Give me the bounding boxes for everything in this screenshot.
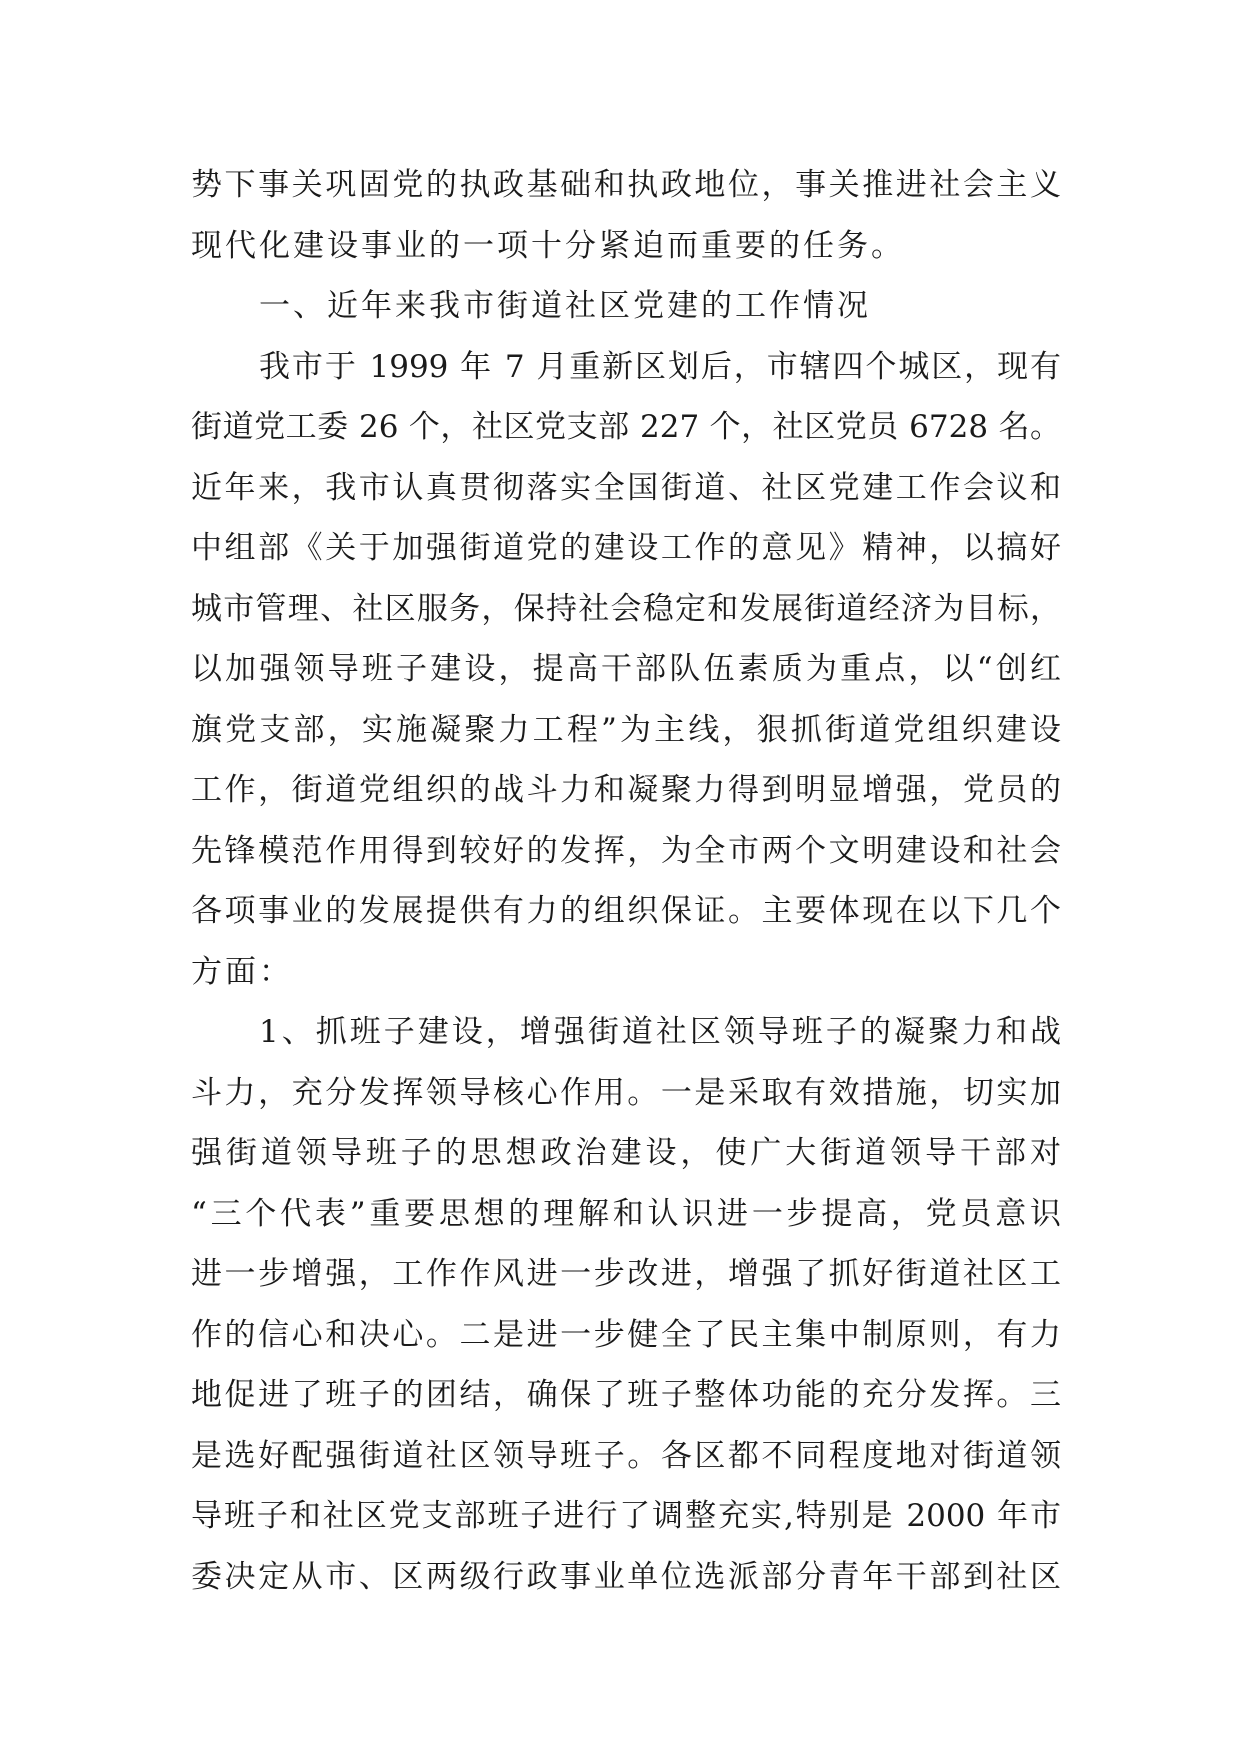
document-body <box>191 155 1061 1607</box>
text-line: 作的信心和决心。二是进一步健全了民主集中制原则，有力 <box>191 1316 1061 1353</box>
section-heading: 一、近年来我市街道社区党建的工作情况 <box>259 288 871 324</box>
text-line: 势下事关巩固党的执政基础和执政地位，事关推进社会主义 <box>191 167 1061 203</box>
text-line: 近年来，我市认真贯彻落实全国街道、社区党建工作会议和 <box>191 469 1061 506</box>
text-line: “三个代表”重要思想的理解和认识进一步提高，党员意识 <box>191 1195 1061 1232</box>
text-line: 1、抓班子建设，增强街道社区领导班子的凝聚力和战 <box>259 1014 1061 1050</box>
text-line: 街道党工委 26 个，社区党支部 227 个，社区党员 6728 名。 <box>191 409 1061 445</box>
text-line: 斗力，充分发挥领导核心作用。一是采取有效措施，切实加 <box>191 1074 1061 1111</box>
text-line: 先锋模范作用得到较好的发挥，为全市两个文明建设和社会 <box>191 832 1061 869</box>
text-line: 中组部《关于加强街道党的建设工作的意见》精神，以搞好 <box>191 530 1061 566</box>
text-line: 进一步增强，工作作风进一步改进，增强了抓好街道社区工 <box>191 1256 1061 1292</box>
text-line: 委决定从市、区两级行政事业单位选派部分青年干部到社区 <box>191 1558 1061 1595</box>
text-line: 各项事业的发展提供有力的组织保证。主要体现在以下几个 <box>191 893 1061 929</box>
text-line: 现代化建设事业的一项十分紧迫而重要的任务。 <box>191 227 905 264</box>
text-line: 城市管理、社区服务，保持社会稳定和发展街道经济为目标， <box>191 590 1061 627</box>
text-line: 强街道领导班子的思想政治建设，使广大街道领导干部对 <box>191 1135 1061 1171</box>
text-line: 是选好配强街道社区领导班子。各区都不同程度地对街道领 <box>191 1437 1061 1474</box>
text-line: 导班子和社区党支部班子进行了调整充实,特别是 2000 年市 <box>191 1498 1061 1534</box>
text-line: 以加强领导班子建设，提高干部队伍素质为重点，以“创红 <box>191 651 1061 687</box>
text-line: 我市于 1999 年 7 月重新区划后，市辖四个城区，现有 <box>259 348 1061 385</box>
text-line: 地促进了班子的团结，确保了班子整体功能的充分发挥。三 <box>191 1377 1061 1413</box>
text-line: 工作，街道党组织的战斗力和凝聚力得到明显增强，党员的 <box>191 772 1061 808</box>
text-line: 旗党支部，实施凝聚力工程”为主线，狠抓街道党组织建设 <box>191 711 1061 748</box>
text-line: 方面： <box>191 953 293 990</box>
